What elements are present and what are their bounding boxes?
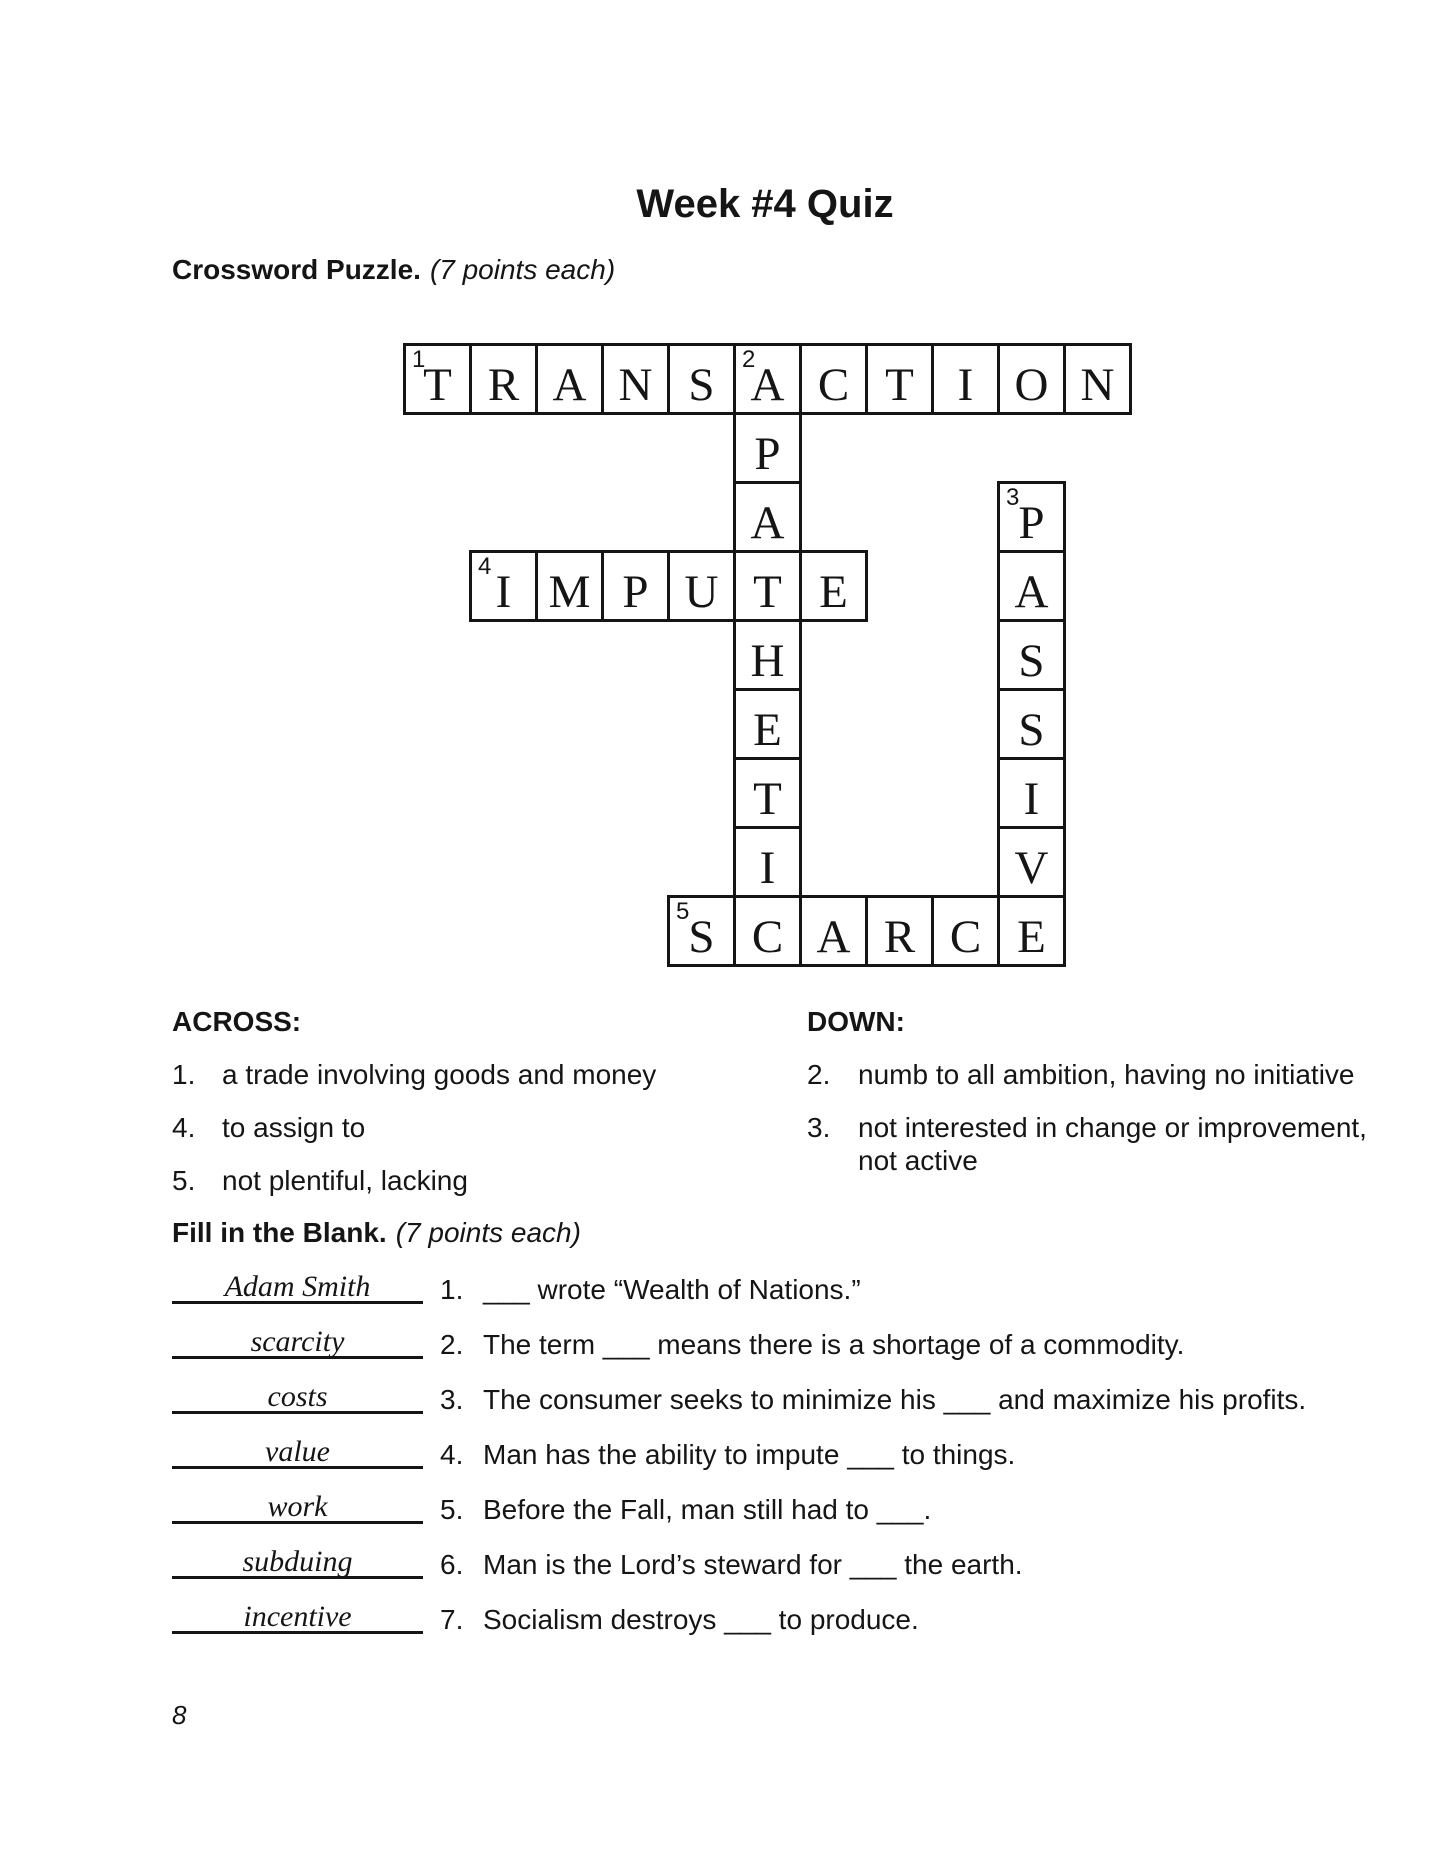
across-clue-list (172, 1058, 772, 1197)
fill-in-blank-heading (172, 1216, 581, 1249)
fill-item-row (172, 1490, 1322, 1526)
crossword-cell-1-7 (799, 343, 868, 415)
crossword-cell-letter: S (688, 911, 715, 963)
crossword-cell-2-6 (733, 412, 802, 484)
crossword-cell-1-9 (931, 343, 1000, 415)
crossword-cell-9-10 (997, 895, 1066, 967)
clue-number: 5. (172, 1165, 196, 1196)
crossword-cell-9-9 (931, 895, 1000, 967)
crossword-cell-8-10 (997, 826, 1066, 898)
crossword-cell-letter: C (751, 911, 784, 963)
crossword-cell-4-4 (601, 550, 670, 622)
crossword-cell-1-11 (1063, 343, 1132, 415)
crossword-cell-4-2 (469, 550, 538, 622)
down-clue-row (807, 1111, 1382, 1177)
fill-in-blank-list (172, 1270, 1322, 1658)
crossword-cell-letter: P (754, 428, 781, 480)
crossword-cell-5-6 (733, 619, 802, 691)
fill-item-row (172, 1380, 1322, 1416)
answer-line (172, 1380, 423, 1414)
crossword-cell-4-6 (733, 550, 802, 622)
clue-text: Before the Fall, man still had to ___. (483, 1494, 932, 1525)
crossword-cell-6-6 (733, 688, 802, 760)
across-heading: ACROSS: (172, 1006, 302, 1037)
crossword-cell-letter: E (1017, 911, 1046, 963)
crossword-cell-letter: T (753, 566, 782, 618)
crossword-cell-1-2 (469, 343, 538, 415)
across-clues-section (172, 1005, 772, 1217)
crossword-cell-9-5 (667, 895, 736, 967)
clue-number: 1. (440, 1274, 464, 1305)
clue-number: 2. (440, 1329, 464, 1360)
answer-text: work (267, 1490, 328, 1523)
crossword-cell-letter: M (548, 566, 591, 618)
answer-text: Adam Smith (224, 1270, 371, 1303)
crossword-cell-letter: U (684, 566, 719, 618)
fill-item-row (172, 1270, 1322, 1306)
crossword-cell-1-5 (667, 343, 736, 415)
answer-line (172, 1270, 423, 1304)
crossword-cell-letter: E (753, 704, 782, 756)
crossword-cell-letter: A (552, 359, 587, 411)
crossword-cell-7-6 (733, 757, 802, 829)
crossword-cell-4-7 (799, 550, 868, 622)
crossword-cell-5-10 (997, 619, 1066, 691)
crossword-cell-9-8 (865, 895, 934, 967)
crossword-cell-letter: C (949, 911, 982, 963)
clue-number: 3. (807, 1112, 831, 1143)
clue-number: 4. (172, 1112, 196, 1143)
answer-text: costs (267, 1380, 328, 1413)
crossword-cell-letter: S (688, 359, 715, 411)
crossword-cell-letter: T (753, 773, 782, 825)
crossword-cell-6-10 (997, 688, 1066, 760)
crossword-cell-letter: S (1018, 704, 1045, 756)
clue-number: 3. (440, 1384, 464, 1415)
crossword-cell-1-8 (865, 343, 934, 415)
crossword-cell-4-5 (667, 550, 736, 622)
crossword-grid (403, 343, 1135, 970)
clue-number: 1. (172, 1059, 196, 1090)
down-clue-row (807, 1058, 1382, 1091)
down-clue-list (807, 1058, 1382, 1177)
crossword-cell-letter: V (1014, 842, 1049, 894)
answer-line (172, 1600, 423, 1634)
answer-text: subduing (242, 1545, 353, 1578)
crossword-cell-9-6 (733, 895, 802, 967)
crossword-section-heading (172, 253, 615, 286)
clue-text: The term ___ means there is a shortage of a commodity. (483, 1329, 1185, 1360)
clue-text: not interested in change or improvement, not active (858, 1112, 1367, 1176)
crossword-cell-3-6 (733, 481, 802, 553)
crossword-cell-1-3 (535, 343, 604, 415)
fill-in-blank-points-note: (7 points each) (395, 1217, 581, 1248)
clue-number: 5. (440, 1494, 464, 1525)
clue-text: Socialism destroys ___ to produce. (483, 1604, 919, 1635)
crossword-cell-8-6 (733, 826, 802, 898)
crossword-cell-letter: A (816, 911, 851, 963)
crossword-cell-letter: N (1080, 359, 1115, 411)
crossword-cell-letter: I (1023, 773, 1040, 825)
answer-line (172, 1490, 423, 1524)
clue-text: a trade involving goods and money (222, 1059, 657, 1090)
crossword-cell-letter: S (1018, 635, 1045, 687)
answer-line (172, 1545, 423, 1579)
answer-line (172, 1325, 423, 1359)
crossword-cell-letter: R (487, 359, 520, 411)
crossword-cell-letter: I (957, 359, 974, 411)
crossword-clue-number-marker: 3 (1006, 484, 1020, 511)
page-number: 8 (172, 1700, 187, 1730)
crossword-cell-letter: P (1018, 497, 1045, 549)
crossword-cell-letter: H (750, 635, 785, 687)
clue-text: to assign to (222, 1112, 366, 1143)
down-clues-section (807, 1005, 1382, 1197)
answer-text: scarcity (250, 1325, 345, 1358)
clue-number: 4. (440, 1439, 464, 1470)
across-clue-row (172, 1164, 772, 1197)
crossword-cell-letter: N (618, 359, 653, 411)
across-clue-row (172, 1058, 772, 1091)
crossword-cell-letter: A (1014, 566, 1049, 618)
answer-text: value (265, 1435, 330, 1468)
crossword-cell-letter: R (883, 911, 916, 963)
crossword-cell-3-10 (997, 481, 1066, 553)
crossword-points-note: (7 points each) (429, 254, 616, 285)
fill-item-row (172, 1545, 1322, 1581)
crossword-cell-letter: E (819, 566, 848, 618)
fill-in-blank-heading-label: Fill in the Blank. (172, 1217, 387, 1248)
crossword-clue-number-marker: 1 (412, 346, 426, 373)
clue-text: numb to all ambition, having no initiative (858, 1059, 1355, 1090)
crossword-cell-letter: A (750, 497, 785, 549)
crossword-cell-7-10 (997, 757, 1066, 829)
crossword-clue-number-marker: 5 (676, 898, 690, 925)
crossword-cell-1-10 (997, 343, 1066, 415)
down-heading: DOWN: (807, 1006, 905, 1037)
page-title: Week #4 Quiz (636, 182, 894, 226)
crossword-cell-1-6 (733, 343, 802, 415)
clue-text: Man is the Lord’s steward for ___ the earth. (483, 1549, 1023, 1580)
clue-text: Man has the ability to impute ___ to things. (483, 1439, 1016, 1470)
clue-text: The consumer seeks to minimize his ___ and maximize his profits. (483, 1384, 1307, 1415)
crossword-cell-4-3 (535, 550, 604, 622)
crossword-cell-letter: I (759, 842, 776, 894)
crossword-cell-9-7 (799, 895, 868, 967)
fill-item-row (172, 1325, 1322, 1361)
fill-item-row (172, 1435, 1322, 1471)
clue-number: 6. (440, 1549, 464, 1580)
crossword-heading-label: Crossword Puzzle. (172, 254, 421, 285)
crossword-cell-letter: C (817, 359, 850, 411)
answer-text: incentive (243, 1600, 352, 1633)
crossword-cell-letter: P (622, 566, 649, 618)
clue-text: ___ wrote “Wealth of Nations.” (483, 1274, 861, 1305)
crossword-cell-1-4 (601, 343, 670, 415)
crossword-cell-1-1 (403, 343, 472, 415)
crossword-cell-4-10 (997, 550, 1066, 622)
clue-number: 7. (440, 1604, 464, 1635)
clue-number: 2. (807, 1059, 831, 1090)
clue-text: not plentiful, lacking (222, 1165, 468, 1196)
across-clue-row (172, 1111, 772, 1144)
crossword-cell-letter: T (885, 359, 914, 411)
answer-line (172, 1435, 423, 1469)
crossword-clue-number-marker: 4 (478, 553, 492, 580)
crossword-cell-letter: I (495, 566, 512, 618)
crossword-cell-letter: A (750, 359, 785, 411)
crossword-cell-letter: T (423, 359, 452, 411)
crossword-cell-letter: O (1014, 359, 1049, 411)
fill-item-row (172, 1600, 1322, 1636)
crossword-clue-number-marker: 2 (742, 346, 756, 373)
